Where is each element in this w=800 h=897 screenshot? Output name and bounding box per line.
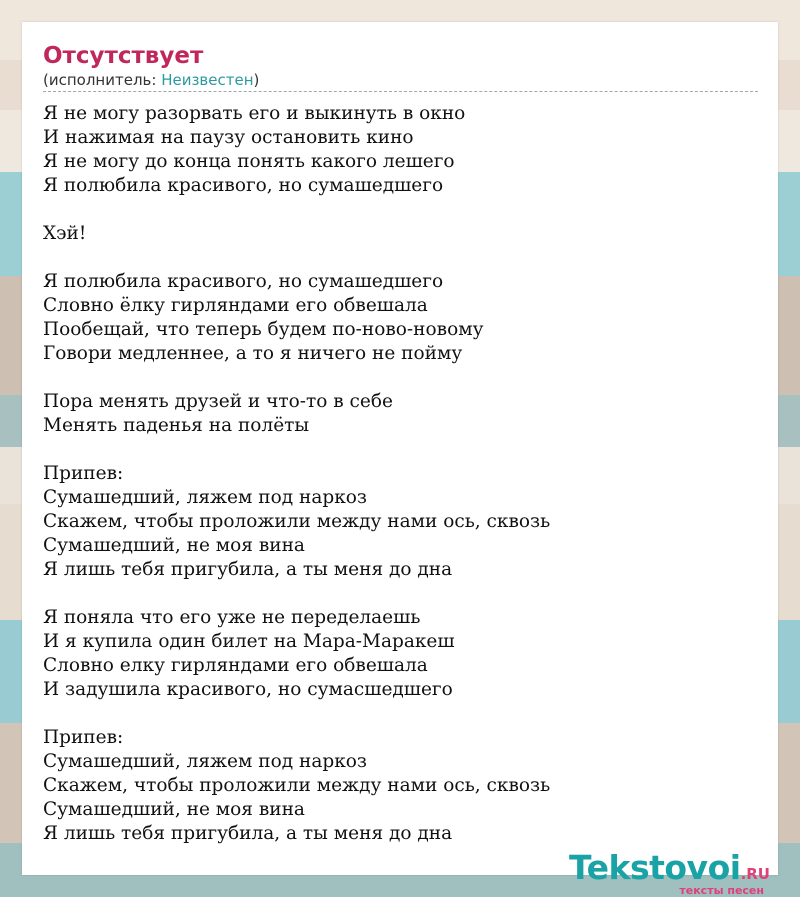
artist-suffix: ) (253, 71, 260, 89)
lyrics-text (43, 102, 758, 846)
lyric-line: Скажем, чтобы проложили между нами ось, сквозь (43, 775, 551, 796)
song-title: Отсутствует (43, 43, 204, 69)
lyric-line: Припев: (43, 727, 124, 748)
logo-suffix: .RU (740, 865, 770, 883)
lyric-line: И задушила красивого, но сумасшедшего (43, 679, 453, 700)
stanza-break (43, 702, 758, 726)
lyric-line: Пора менять друзей и что-то в себе (43, 391, 393, 412)
lyric-line: Менять паденья на полёты (43, 415, 310, 436)
stanza-break (43, 438, 758, 462)
lyric-line: Сумашедший, не моя вина (43, 535, 305, 556)
lyric-line: Я полюбила красивого, но сумашедшего (43, 271, 444, 292)
lyric-line: Я лишь тебя пригубила, а ты меня до дна (43, 823, 453, 844)
lyric-line: Скажем, чтобы проложили между нами ось, сквозь (43, 511, 551, 532)
lyric-line: Я лишь тебя пригубила, а ты меня до дна (43, 559, 453, 580)
lyric-line: Говори медленнее, а то я ничего не пойму (43, 343, 463, 364)
lyric-line: Я не могу разорвать его и выкинуть в окно (43, 103, 466, 124)
lyric-line: Сумашедший, ляжем под наркоз (43, 487, 368, 508)
lyric-line: Словно елку гирляндами его обвешала (43, 655, 428, 676)
artist-prefix: (исполнитель: (43, 71, 162, 89)
lyrics-card (22, 22, 778, 875)
lyric-line: Пообещай, что теперь будем по-ново-новому (43, 319, 484, 340)
lyric-line: Сумашедший, не моя вина (43, 799, 305, 820)
lyric-line: Я не могу до конца понять какого лешего (43, 151, 455, 172)
lyric-line: Словно ёлку гирляндами его обвешала (43, 295, 428, 316)
lyric-line: И я купила один билет на Мара-Маракеш (43, 631, 455, 652)
artist-link[interactable]: Неизвестен (161, 71, 254, 89)
artist-line (43, 70, 758, 92)
lyric-line: Я поняла что его уже не переделаешь (43, 607, 421, 628)
lyric-line: И нажимая на паузу остановить кино (43, 127, 414, 148)
logo-tagline: тексты песен (679, 884, 764, 897)
lyric-line: Я полюбила красивого, но сумашедшего (43, 175, 444, 196)
stanza-break (43, 582, 758, 606)
stanza-break (43, 198, 758, 222)
stanza-break (43, 366, 758, 390)
lyric-line: Припев: (43, 463, 124, 484)
lyric-line: Сумашедший, ляжем под наркоз (43, 751, 368, 772)
lyric-line: Хэй! (43, 223, 87, 244)
stanza-break (43, 246, 758, 270)
logo-name: Tekstovoi (569, 848, 741, 887)
